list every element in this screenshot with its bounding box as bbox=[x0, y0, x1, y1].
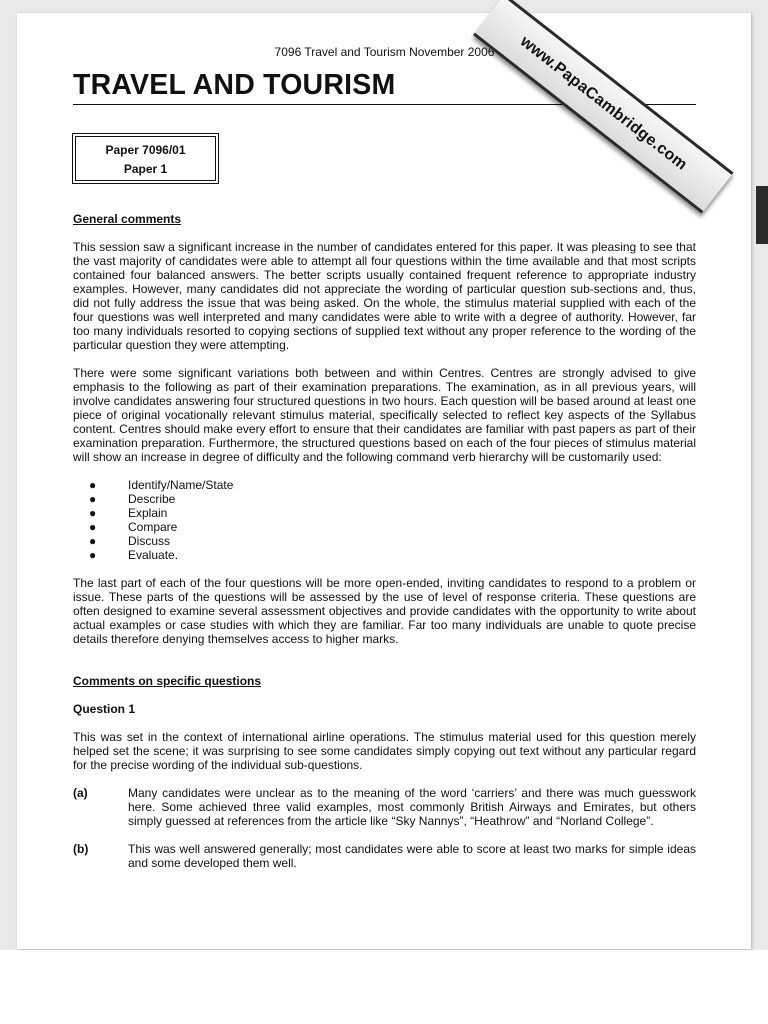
paper-name: Paper 1 bbox=[123, 162, 168, 176]
sub-question-a-text: Many candidates were unclear as to the meaning of the word ‘carriers’ and there was much guesswork here. Some achieved three valid examples, most commonly British Airways and Emirates, but others simply guessed at references from the article like “Sky Nannys”, “Heathrow” and “Norland College”. bbox=[128, 786, 696, 828]
list-item-text: Explain bbox=[128, 506, 168, 520]
document-body bbox=[73, 212, 696, 884]
command-verb-list bbox=[73, 478, 696, 562]
watermark-text: www.PapaCambridge.com bbox=[516, 33, 691, 174]
bullet-icon: ● bbox=[89, 492, 97, 506]
sub-question-b-label: (b) bbox=[73, 842, 89, 856]
list-item-text: Identify/Name/State bbox=[128, 478, 234, 492]
list-item bbox=[73, 506, 696, 520]
general-paragraph-1: This session saw a significant increase in the number of candidates entered for this paper. It was pleasing to see that the vast majority of candidates were able to attempt all four questions within the time available and that most scripts contained four balanced answers. The better scripts usually contained frequent reference to appropriate industry examples. However, many candidates did not appreciate the wording of particular question sub-sections and, thus, did not fully address the issue that was being asked. On the whole, the stimulus material supplied with each of the four questions was well interpreted and many candidates were able to write with a degree of authority. However, far too many individuals resorted to copying sections of supplied text without any proper reference to the wording of the particular question they were attempting. bbox=[73, 240, 696, 352]
bullet-icon: ● bbox=[89, 534, 97, 548]
specific-comments-heading: Comments on specific questions bbox=[73, 674, 262, 688]
sub-question-b-text: This was well answered generally; most candidates were able to score at least two marks for simple ideas and some developed them well. bbox=[128, 842, 696, 870]
bullet-icon: ● bbox=[89, 520, 97, 534]
sub-question-a-label: (a) bbox=[73, 786, 88, 800]
list-item bbox=[73, 520, 696, 534]
list-item-text: Evaluate. bbox=[128, 548, 179, 562]
paper-box-inner bbox=[75, 136, 216, 181]
list-item-text: Compare bbox=[128, 520, 178, 534]
document-title: TRAVEL AND TOURISM bbox=[73, 69, 396, 101]
section-spacer bbox=[73, 660, 696, 674]
ribbon-tail bbox=[756, 186, 768, 244]
bullet-icon: ● bbox=[89, 548, 97, 562]
paper-box bbox=[72, 133, 219, 184]
page-gap bbox=[0, 950, 768, 1024]
list-item-text: Describe bbox=[128, 492, 176, 506]
general-paragraph-3: The last part of each of the four questions will be more open-ended, inviting candidates to respond to a problem or issue. These parts of the questions will be assessed by the use of level of response criteria. These questions are often designed to examine several assessment objectives and provide candidates with the opportunity to write about actual examples or case studies with which they are familiar. Far too many individuals are unable to quote precise details therefore denying themselves access to higher marks. bbox=[73, 576, 696, 646]
sub-question-b bbox=[73, 842, 696, 870]
general-paragraph-2: There were some significant variations both between and within Centres. Centres are strongly advised to give emphasis to the following as part of their examination preparations. The examination, as in all previous years, will involve candidates answering four structured questions in two hours. Each question will be based around at least one piece of original vocationally relevant stimulus material, specifically selected to reflect key aspects of the Syllabus content. Centres should make every effort to ensure that their candidates are familiar with past papers as part of their examination preparation. Furthermore, the structured questions based on each of the four pieces of stimulus material will show an increase in degree of difficulty and the following command verb hierarchy will be customarily used: bbox=[73, 366, 696, 464]
list-item bbox=[73, 534, 696, 548]
exam-header: 7096 Travel and Tourism November 2006 bbox=[274, 45, 495, 59]
list-item bbox=[73, 492, 696, 506]
bullet-icon: ● bbox=[89, 506, 97, 520]
general-comments-heading: General comments bbox=[73, 212, 182, 226]
question-1-heading: Question 1 bbox=[73, 702, 136, 716]
list-item-text: Discuss bbox=[128, 534, 171, 548]
sub-question-a bbox=[73, 786, 696, 828]
paper-number: Paper 7096/01 bbox=[105, 143, 186, 157]
list-item bbox=[73, 478, 696, 492]
bullet-icon: ● bbox=[89, 478, 97, 492]
question-1-intro: This was set in the context of international airline operations. The stimulus material used for this question merely helped set the scene; it was surprising to see some candidates simply copying out text without any particular regard for the precise wording of the individual sub-questions. bbox=[73, 730, 696, 772]
list-item bbox=[73, 548, 696, 562]
